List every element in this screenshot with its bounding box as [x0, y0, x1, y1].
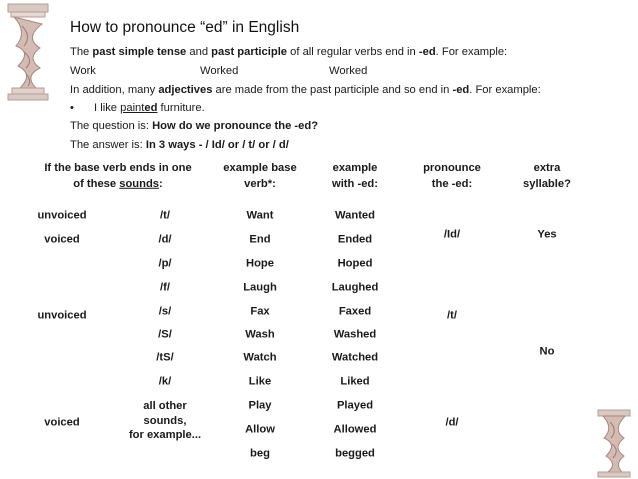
header-text: with -ed: — [332, 178, 378, 190]
syllable-cell: Yes — [537, 228, 557, 241]
text: sounds, — [143, 414, 187, 427]
header-base-verb — [223, 160, 296, 192]
base-verb-cell: Watch — [243, 351, 277, 364]
ed-form-cell: Wanted — [335, 209, 375, 222]
ed-form-cell: Washed — [333, 328, 377, 341]
base-verb-cell: Like — [248, 375, 272, 388]
bullet-icon: • — [70, 102, 74, 114]
ed-form-cell: Watched — [331, 351, 379, 364]
base-verb-cell: End — [249, 233, 271, 246]
text: The answer is: — [70, 139, 146, 151]
text: The question is: — [70, 120, 153, 132]
pronounce-cell: /t/ — [447, 309, 457, 322]
ed-form-cell: Allowed — [333, 423, 377, 436]
other-sounds-cell — [129, 399, 201, 443]
text: furniture. — [157, 102, 205, 114]
sound-cell: /tS/ — [156, 351, 174, 364]
ed-form-cell: Played — [336, 399, 374, 412]
text: all other — [143, 400, 187, 413]
text: ed — [144, 102, 158, 114]
sound-cell: /d/ — [158, 233, 172, 246]
header-sound — [44, 160, 191, 192]
example-word: Worked — [200, 65, 239, 77]
group-voiced: voiced — [44, 233, 80, 246]
base-verb-cell: beg — [250, 447, 270, 460]
base-verb-cell: Hope — [246, 257, 274, 270]
sound-cell: /k/ — [158, 375, 172, 388]
ed-form-cell: Ended — [337, 233, 373, 246]
header-with-ed — [332, 160, 378, 192]
group-unvoiced: unvoiced — [37, 309, 87, 322]
term-adjectives: adjectives — [158, 84, 213, 96]
header-text: pronounce — [423, 161, 481, 174]
term-past-simple: past simple tense — [92, 46, 187, 58]
sound-cell: /f/ — [160, 281, 170, 294]
header-text: verb*: — [244, 178, 276, 190]
ed-form-cell: Liked — [340, 375, 370, 388]
text: are made from the past participle and so end in — [212, 84, 453, 96]
text: of these — [73, 178, 120, 190]
group-unvoiced: unvoiced — [37, 209, 87, 222]
example-word: Work — [70, 65, 96, 77]
base-verb-cell: Allow — [245, 423, 275, 436]
syllable-cell: No — [539, 345, 555, 358]
group-voiced: voiced — [44, 416, 80, 429]
example-word: Worked — [329, 65, 368, 77]
header-pronounce — [423, 160, 481, 192]
sound-cell: /t/ — [160, 209, 170, 222]
page-title: How to pronounce “ed” in English — [70, 19, 300, 36]
sound-cell: /p/ — [158, 257, 172, 270]
text: and — [186, 46, 212, 58]
text: paint — [120, 102, 145, 114]
header-text: If the base verb ends in one — [44, 161, 192, 174]
term-ed: -ed — [452, 84, 470, 96]
question-text: How do we pronounce the -ed? — [152, 120, 319, 132]
base-verb-cell: Fax — [250, 305, 270, 318]
base-verb-cell: Laugh — [243, 281, 277, 294]
text: In addition, many — [70, 84, 159, 96]
base-verb-cell: Want — [246, 209, 274, 222]
base-verb-cell: Play — [248, 399, 272, 412]
sound-cell: /S/ — [158, 328, 172, 341]
ed-form-cell: Faxed — [338, 305, 372, 318]
header-text: example base — [223, 161, 297, 174]
ed-form-cell: begged — [335, 447, 375, 460]
pronounce-cell: /Id/ — [443, 228, 461, 241]
header-text — [44, 176, 191, 192]
text: for example... — [128, 429, 202, 442]
text: sounds — [119, 178, 160, 190]
ed-form-cell: Laughed — [331, 281, 379, 294]
header-text: syllable? — [523, 178, 571, 190]
ed-form-cell: Hoped — [337, 257, 373, 270]
text: of all regular verbs end in — [287, 46, 419, 58]
text: . For example: — [469, 84, 541, 96]
header-text: example — [332, 161, 378, 174]
header-syllable — [523, 160, 571, 192]
pronounce-cell: /d/ — [445, 416, 459, 429]
text: . For example: — [435, 46, 508, 58]
header-text: the -ed: — [431, 178, 473, 190]
answer-text: In 3 ways - / Id/ or / t/ or / d/ — [145, 139, 289, 151]
sound-cell: /s/ — [158, 305, 172, 318]
text: I like — [94, 102, 121, 114]
text: The — [70, 46, 93, 58]
text: : — [159, 178, 163, 190]
term-ed: -ed — [418, 46, 436, 58]
base-verb-cell: Wash — [245, 328, 275, 341]
term-past-participle: past participle — [211, 46, 288, 58]
header-text: extra — [533, 161, 561, 174]
